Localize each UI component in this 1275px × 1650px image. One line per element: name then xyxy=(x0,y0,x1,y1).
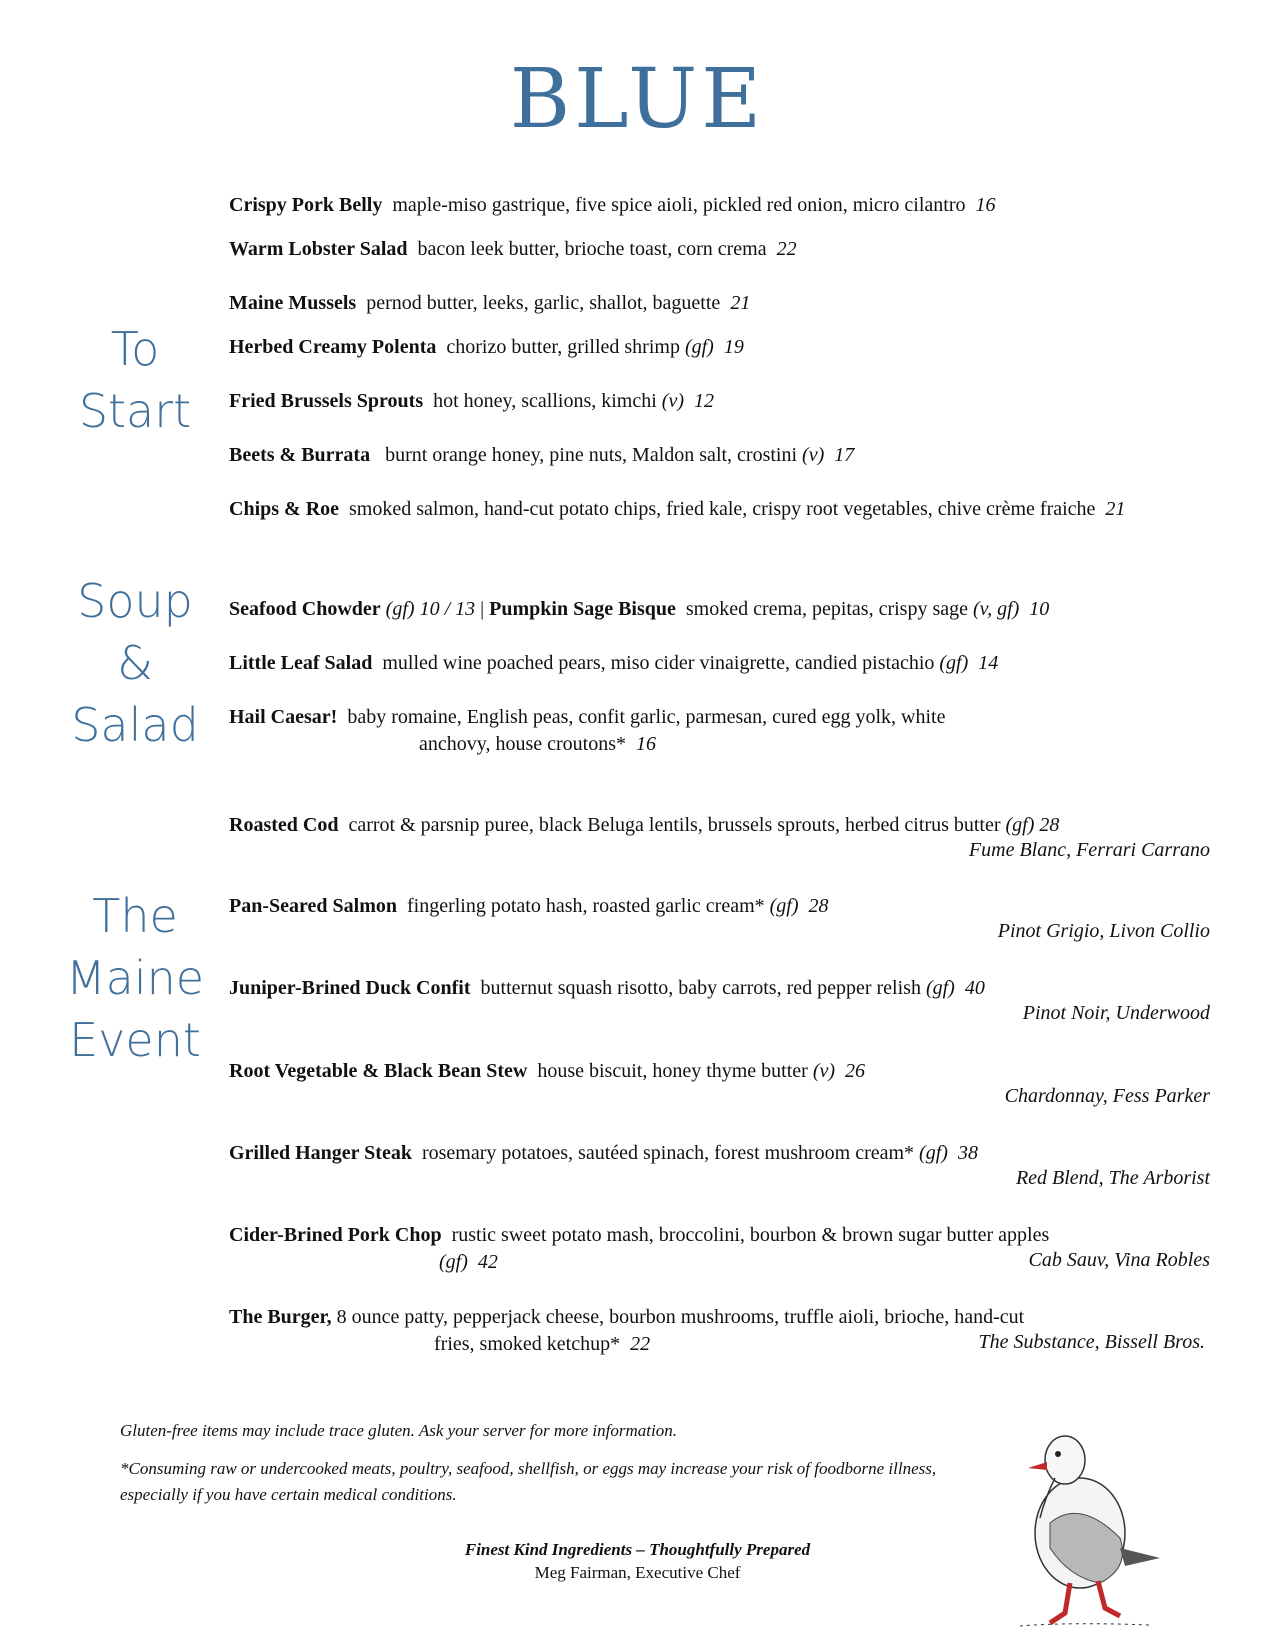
item-price: 16 xyxy=(636,733,656,755)
menu-item-cod xyxy=(229,812,1209,839)
item-diet: (v) xyxy=(812,1060,836,1082)
menu-item-lobster-salad xyxy=(229,236,1209,263)
section-title-to-start xyxy=(55,318,215,442)
item-price: 16 xyxy=(975,194,996,216)
item-name: Hail Caesar! xyxy=(229,706,338,728)
menu-item-chips-roe xyxy=(229,496,1189,523)
item-desc: smoked crema, pepitas, crispy sage xyxy=(685,598,969,620)
item-diet: (gf) xyxy=(919,1142,948,1164)
item-price: 22 xyxy=(630,1333,651,1355)
item-name: Herbed Creamy Polenta xyxy=(229,336,437,358)
wine-pairing: Pinot Grigio, Livon Collio xyxy=(997,920,1210,942)
item-name: Grilled Hanger Steak xyxy=(229,1142,412,1164)
section-title-maine-event xyxy=(55,885,215,1071)
item-desc: fingerling potato hash, roasted garlic cream* xyxy=(406,895,765,917)
item-name: Maine Mussels xyxy=(229,292,357,314)
item-price: 17 xyxy=(834,444,855,466)
menu-item-duck xyxy=(229,975,1209,1002)
item-diet: (gf) xyxy=(769,895,799,917)
wine-pairing: The Substance, Bissell Bros. xyxy=(978,1331,1205,1353)
item-price: 21 xyxy=(1105,498,1126,520)
item-price: 40 xyxy=(964,977,985,999)
item-price: 26 xyxy=(845,1060,866,1082)
chef-credit: Meg Fairman, Executive Chef xyxy=(534,1563,741,1582)
section-title-line: & xyxy=(117,636,153,690)
item-name: Beets & Burrata xyxy=(229,444,371,466)
item-name: Roasted Cod xyxy=(229,814,339,836)
item-price: 10 / 13 xyxy=(419,598,476,620)
item-price: 28 xyxy=(808,895,829,917)
menu-item-caesar xyxy=(229,704,1209,758)
section-title-soup-salad xyxy=(55,570,215,756)
item-price: 21 xyxy=(730,292,751,314)
item-diet: (gf) xyxy=(684,336,714,358)
section-title-line: The xyxy=(92,889,178,943)
item-desc: hot honey, scallions, kimchi xyxy=(433,390,657,412)
item-diet: (gf) xyxy=(925,977,955,999)
restaurant-logo: BLUE xyxy=(509,52,766,147)
section-title-line: Start xyxy=(78,384,192,438)
wine-pairing: Pinot Noir, Underwood xyxy=(1022,1002,1210,1024)
item-price: 12 xyxy=(693,390,714,412)
menu-item-brussels xyxy=(229,388,1209,415)
item-desc: mulled wine poached pears, miso cider vinaigrette, candied pistachio xyxy=(382,652,935,674)
item-price: 14 xyxy=(978,652,999,674)
item-desc: fries, smoked ketchup* xyxy=(434,1333,621,1355)
item-diet: (v) xyxy=(661,390,684,412)
item-desc: house biscuit, honey thyme butter xyxy=(537,1060,808,1082)
item-price: 28 xyxy=(1039,814,1060,836)
item-desc: bacon leek butter, brioche toast, corn crema xyxy=(417,238,767,260)
item-desc: maple-miso gastrique, five spice aioli, pickled red onion, micro cilantro xyxy=(392,194,966,216)
item-name: Cider-Brined Pork Chop xyxy=(229,1224,442,1246)
item-name: Root Vegetable & Black Bean Stew xyxy=(229,1060,528,1082)
section-title-line: Soup xyxy=(77,574,193,628)
item-desc: anchovy, house croutons* xyxy=(419,733,626,755)
menu-item-polenta xyxy=(229,334,1209,361)
item-desc: rustic sweet potato mash, broccolini, bourbon & brown sugar butter apples xyxy=(451,1224,1050,1246)
item-price: 10 xyxy=(1029,598,1050,620)
menu-item-stew xyxy=(229,1058,1209,1085)
item-price: 38 xyxy=(957,1142,978,1164)
section-title-line: To xyxy=(110,322,160,376)
separator: | xyxy=(480,598,485,620)
item-desc: chorizo butter, grilled shrimp xyxy=(446,336,680,358)
menu-item-little-leaf xyxy=(229,650,1209,677)
item-name: The Burger, xyxy=(229,1306,332,1328)
item-diet: (gf) xyxy=(385,598,415,620)
item-name: Chips & Roe xyxy=(229,498,340,520)
item-name: Juniper-Brined Duck Confit xyxy=(229,977,471,999)
item-desc: smoked salmon, hand-cut potato chips, fried kale, crispy root vegetables, chive crème fraiche xyxy=(349,498,1096,520)
item-name: Pan-Seared Salmon xyxy=(229,895,397,917)
item-desc: pernod butter, leeks, garlic, shallot, baguette xyxy=(366,292,721,314)
item-name: Crispy Pork Belly xyxy=(229,194,383,216)
tagline: Finest Kind Ingredients – Thoughtfully Prepared xyxy=(464,1540,811,1559)
item-desc: 8 ounce patty, pepperjack cheese, bourbon mushrooms, truffle aioli, brioche, hand-cut xyxy=(336,1306,1025,1328)
item-desc: burnt orange honey, pine nuts, Maldon salt, crostini xyxy=(385,444,798,466)
item-price: 42 xyxy=(477,1251,498,1273)
gluten-notice: Gluten-free items may include trace gluten. Ask your server for more information. xyxy=(120,1421,677,1440)
menu-item-salmon xyxy=(229,893,1209,920)
item-name: Fried Brussels Sprouts xyxy=(229,390,424,412)
wine-pairing: Chardonnay, Fess Parker xyxy=(1004,1085,1210,1107)
item-name: Pumpkin Sage Bisque xyxy=(489,598,676,620)
item-price: 19 xyxy=(723,336,744,358)
seagull-illustration xyxy=(1010,1418,1180,1633)
menu-item-beets xyxy=(229,442,1209,469)
item-desc: baby romaine, English peas, confit garlic, parmesan, cured egg yolk, white xyxy=(347,706,946,728)
wine-pairing: Cab Sauv, Vina Robles xyxy=(1028,1249,1210,1271)
item-diet: (gf) xyxy=(1005,814,1035,836)
section-title-line: Maine xyxy=(65,951,205,1005)
item-name: Warm Lobster Salad xyxy=(229,238,408,260)
item-diet: (gf) xyxy=(439,1251,468,1273)
menu-item-soups xyxy=(229,596,1209,623)
menu-item-pork-belly xyxy=(229,192,1209,219)
wine-pairing: Red Blend, The Arborist xyxy=(1015,1167,1210,1189)
menu-item-hanger-steak xyxy=(229,1140,1209,1167)
item-diet: (v, gf) xyxy=(973,598,1020,620)
item-desc: carrot & parsnip puree, black Beluga lentils, brussels sprouts, herbed citrus butter xyxy=(348,814,1001,836)
item-name: Seafood Chowder xyxy=(229,598,381,620)
raw-food-notice: *Consuming raw or undercooked meats, poultry, seafood, shellfish, or eggs may increase your risk of foodborne illness, especially if you have certain medical conditions. xyxy=(120,1459,937,1504)
item-desc: butternut squash risotto, baby carrots, red pepper relish xyxy=(480,977,921,999)
item-desc: rosemary potatoes, sautéed spinach, forest mushroom cream* xyxy=(421,1142,915,1164)
item-diet: (gf) xyxy=(939,652,969,674)
menu-item-mussels xyxy=(229,290,1209,317)
wine-pairing: Fume Blanc, Ferrari Carrano xyxy=(968,839,1210,861)
section-title-line: Salad xyxy=(71,698,199,752)
item-diet: (v) xyxy=(802,444,825,466)
section-title-line: Event xyxy=(69,1013,201,1067)
item-price: 22 xyxy=(776,238,797,260)
item-name: Little Leaf Salad xyxy=(229,652,373,674)
